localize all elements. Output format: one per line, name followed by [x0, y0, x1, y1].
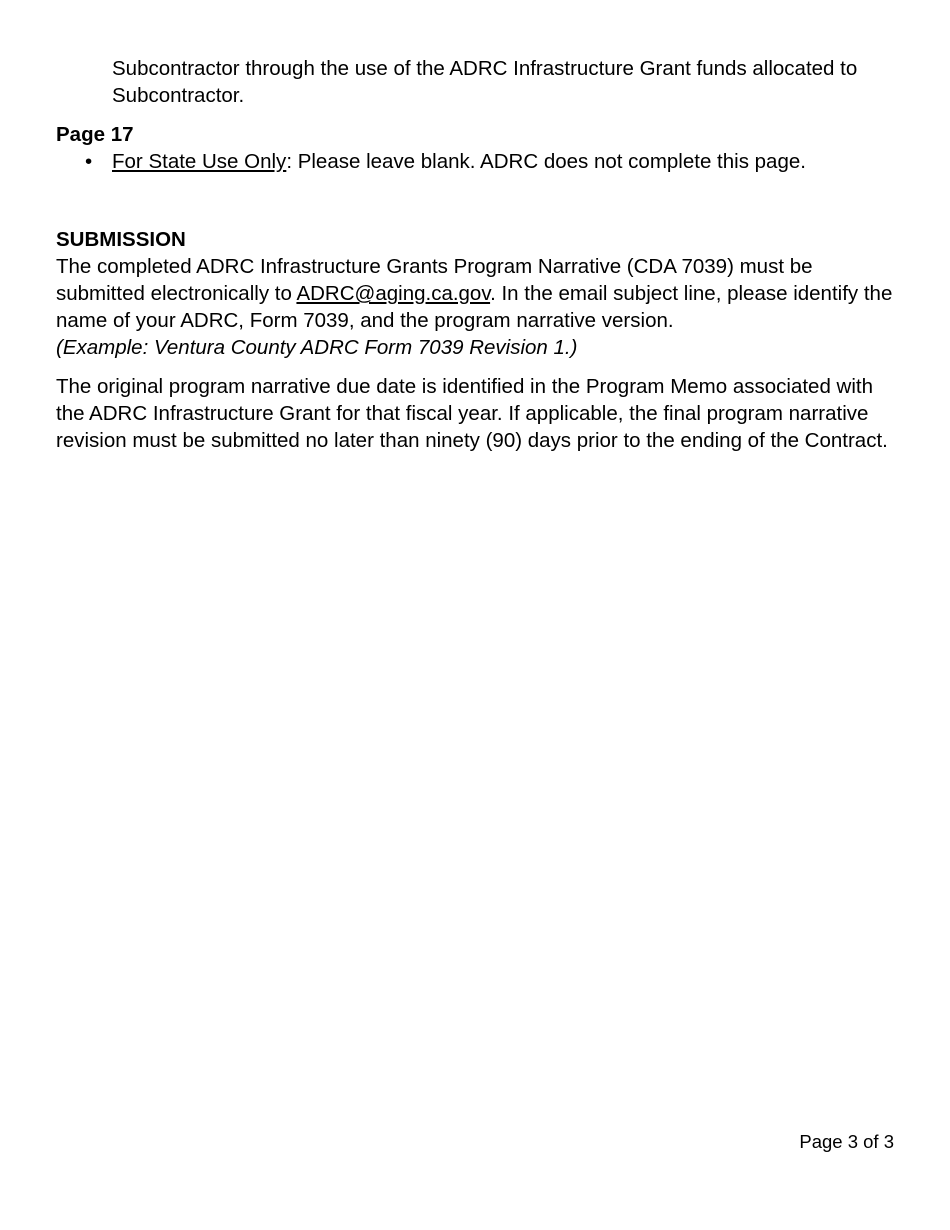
continuation-paragraph: Subcontractor through the use of the ADRC Infrastructure Grant funds allocated to Subcontractor. — [112, 57, 858, 107]
page-number: Page 3 of 3 — [799, 1131, 894, 1152]
submission-text-end: . In the email subject line, please identify the name of your ADRC, Form 7039, and the program narrative version. — [56, 282, 893, 332]
submission-paragraph — [56, 253, 896, 361]
document-body — [56, 55, 896, 454]
state-use-only-text: : Please leave blank. ADRC does not complete this page. — [286, 150, 806, 173]
submission-heading: SUBMISSION — [56, 228, 186, 251]
submission-text-start: The completed ADRC Infrastructure Grants Program Narrative (CDA 7039) must be submitted electronically to — [56, 255, 813, 305]
email-link[interactable]: ADRC@aging.ca.gov — [296, 282, 491, 305]
page17-bullet-list — [56, 148, 896, 175]
due-date-paragraph: The original program narrative due date is identified in the Program Memo associated with the ADRC Infrastructure Grant for that fiscal year. If applicable, the final program narrative revision must be submitted no later than ninety (90) days prior to the ending of the Contract. — [56, 375, 888, 452]
list-item — [56, 148, 896, 175]
page17-heading: Page 17 — [56, 123, 134, 146]
submission-example: (Example: Ventura County ADRC Form 7039 Revision 1.) — [56, 336, 578, 359]
bullet-icon: • — [85, 150, 93, 173]
state-use-only-label: For State Use Only — [112, 150, 287, 173]
